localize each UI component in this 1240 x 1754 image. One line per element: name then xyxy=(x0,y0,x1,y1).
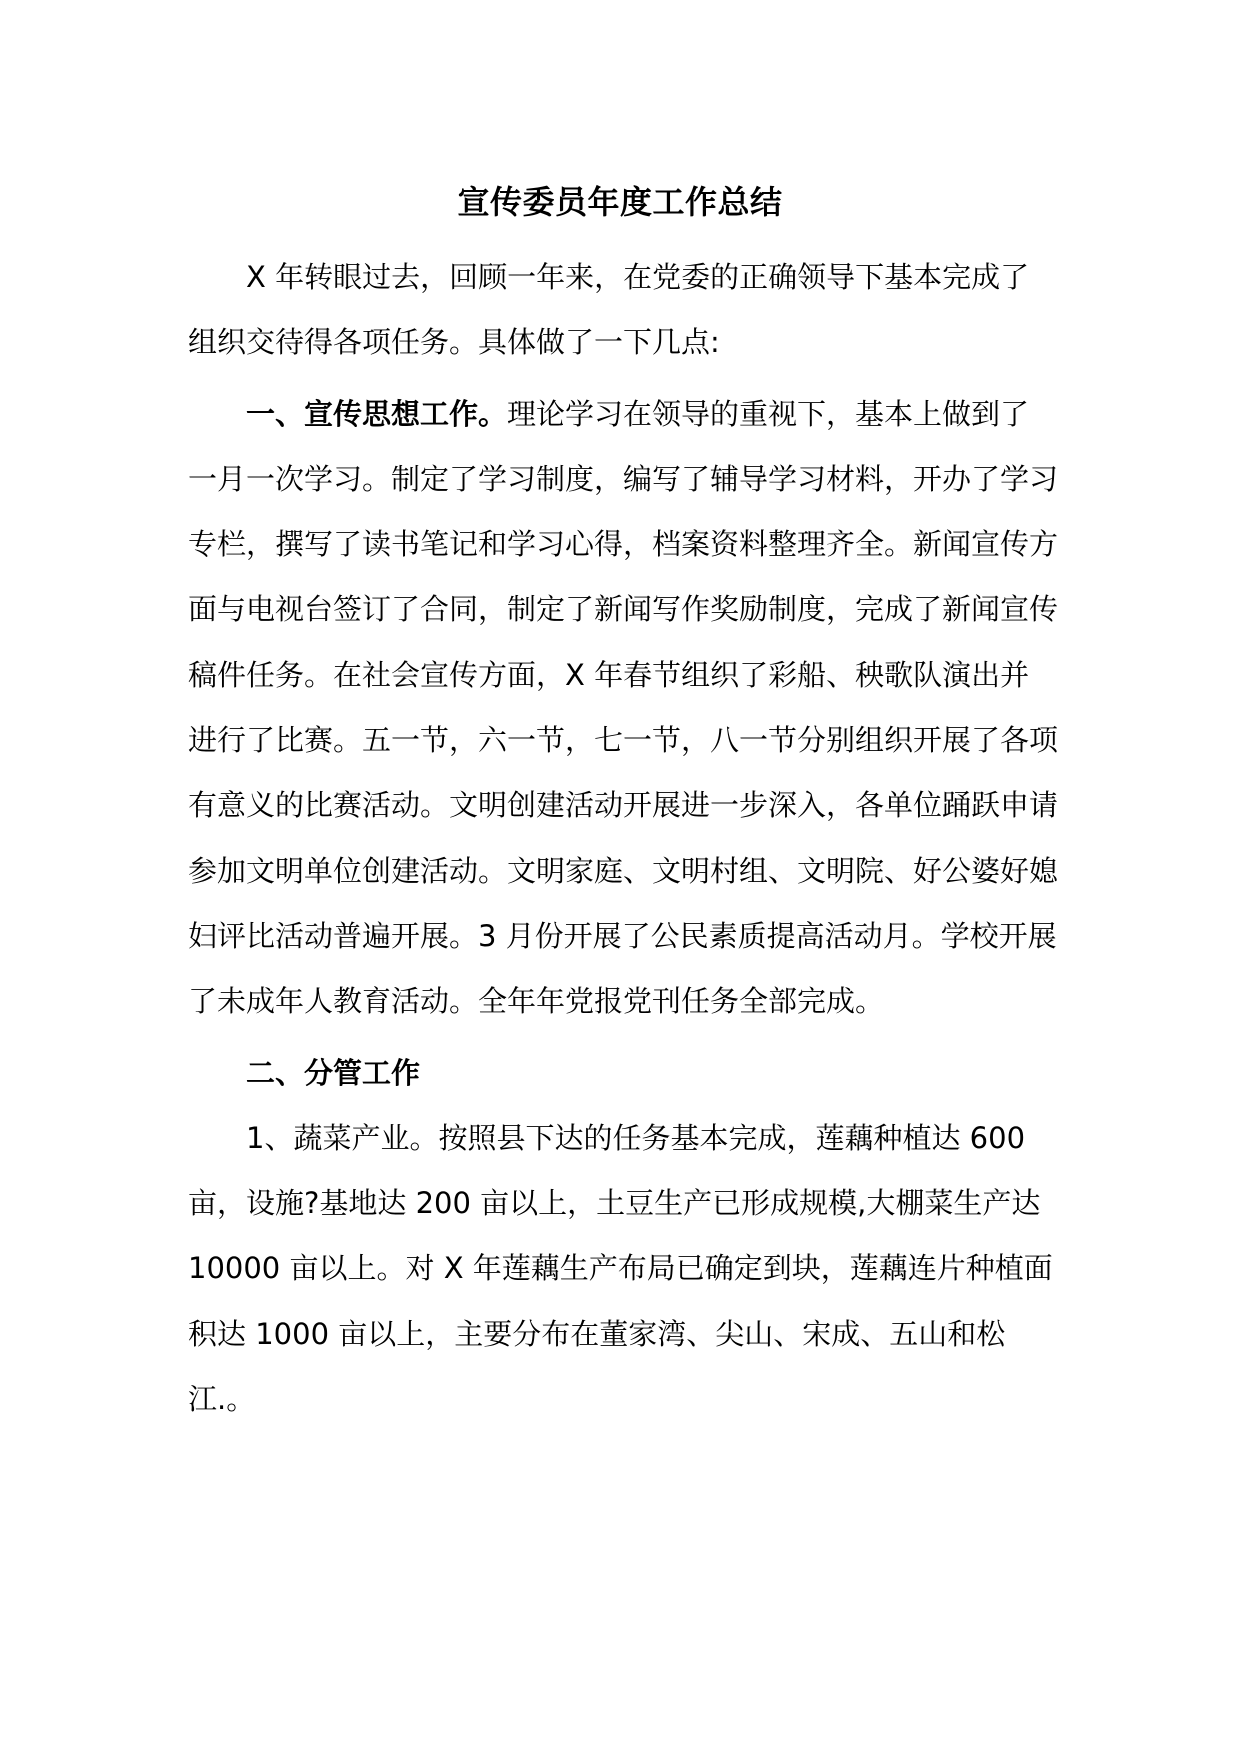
section1-heading: 一、宣传思想工作。 xyxy=(246,396,508,431)
section1-paragraph xyxy=(188,382,1058,1035)
document-body xyxy=(188,245,1058,1432)
section2-item1-paragraph: 1、蔬菜产业。按照县下达的任务基本完成，莲藕种植达 600 亩，设施?基地达 200 亩以上，土豆生产已形成规模,大棚菜生产达 10000 亩以上。对 X 年莲藕生产布局已确定到块，莲藕连片种植面积达 1000 亩以上，主要分布在董家湾、尖山、宋成、五山和松江.。 xyxy=(188,1120,1053,1417)
section2-heading: 二、分管工作 xyxy=(246,1055,421,1090)
section1-body: 理论学习在领导的重视下，基本上做到了一月一次学习。制定了学习制度，编写了辅导学习材料，开办了学习专栏，撰写了读书笔记和学习心得，档案资料整理齐全。新闻宣传方面与电视台签订了合同，制定了新闻写作奖励制度，完成了新闻宣传稿件任务。在社会宣传方面，X 年春节组织了彩船、秧歌队演出并进行了比赛。五一节，六一节，七一节，八一节分别组织开展了各项有意义的比赛活动。文明创建活动开展进一步深入，各单位踊跃申请参加文明单位创建活动。文明家庭、文明村组、文明院、好公婆好媳妇评比活动普遍开展。3 月份开展了公民素质提高活动月。学校开展了未成年人教育活动。全年年党报党刊任务全部完成。 xyxy=(188,396,1059,1019)
document-title: 宣传委员年度工作总结 xyxy=(457,183,783,221)
intro-paragraph: X 年转眼过去，回顾一年来，在党委的正确领导下基本完成了组织交待得各项任务。具体做了一下几点: xyxy=(188,260,1030,360)
